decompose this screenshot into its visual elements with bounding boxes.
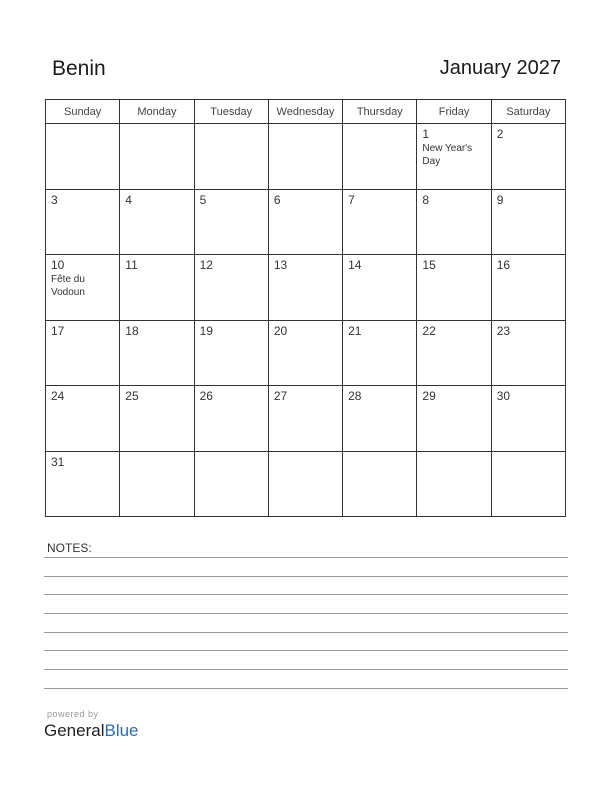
day-number: 21 (348, 323, 362, 338)
weekday-thursday: Thursday (343, 100, 417, 124)
day-number: 23 (496, 323, 511, 338)
day-cell (46, 386, 120, 452)
day-cell (343, 386, 417, 452)
day-number: 7 (348, 192, 355, 207)
day-cell (417, 386, 491, 452)
note-line (44, 632, 568, 633)
notes-label: NOTES: (47, 541, 92, 555)
week-row (46, 451, 566, 517)
day-cell (268, 124, 342, 190)
day-number: 15 (422, 258, 436, 272)
day-number: 8 (422, 192, 430, 207)
brand-blue-text: Blue (104, 721, 139, 740)
day-cell (194, 124, 268, 190)
holiday-label: Fête du Vodoun (51, 274, 85, 298)
day-number: 6 (273, 192, 281, 207)
day-number: 25 (125, 389, 139, 403)
week-row (46, 255, 566, 321)
day-number: 24 (51, 389, 65, 403)
day-number: 26 (199, 389, 213, 403)
day-cell (120, 386, 194, 452)
day-cell (120, 451, 194, 517)
note-line (44, 650, 568, 651)
day-cell (491, 124, 565, 190)
day-number: 1 (422, 127, 430, 141)
day-cell (343, 189, 417, 255)
day-cell (46, 451, 120, 517)
holiday-label: New Year's Day (422, 143, 473, 167)
day-cell (120, 255, 194, 321)
day-cell (343, 320, 417, 386)
day-cell (417, 320, 491, 386)
country-title: Benin (52, 57, 106, 80)
day-cell (46, 320, 120, 386)
month-title: January 2027 (439, 57, 561, 79)
day-number: 16 (496, 258, 511, 272)
day-number: 10 (51, 258, 65, 272)
week-row (46, 189, 566, 255)
day-number: 13 (273, 258, 288, 272)
day-cell (491, 451, 565, 517)
weekday-friday: Friday (417, 100, 491, 124)
week-row (46, 386, 566, 452)
day-number: 17 (51, 323, 65, 338)
weekday-sunday: Sunday (46, 100, 120, 124)
day-cell (343, 124, 417, 190)
brand-logo (44, 721, 139, 741)
day-cell (194, 386, 268, 452)
calendar-grid (45, 99, 566, 517)
day-cell (417, 124, 491, 190)
day-cell (417, 255, 491, 321)
day-cell (194, 189, 268, 255)
weekday-wednesday: Wednesday (268, 100, 342, 124)
day-number: 29 (422, 389, 436, 403)
day-cell (268, 451, 342, 517)
day-number: 12 (199, 258, 213, 272)
day-cell (491, 255, 565, 321)
day-cell (491, 386, 565, 452)
day-number: 14 (348, 258, 362, 272)
day-number: 3 (51, 192, 58, 207)
note-line (44, 613, 568, 614)
day-cell (491, 189, 565, 255)
day-cell (268, 189, 342, 255)
week-row (46, 320, 566, 386)
day-cell (120, 124, 194, 190)
day-cell (417, 451, 491, 517)
day-cell (268, 255, 342, 321)
day-cell (120, 320, 194, 386)
weekday-header-row (46, 100, 566, 124)
day-number: 27 (273, 389, 288, 403)
day-cell (194, 320, 268, 386)
weekday-tuesday: Tuesday (194, 100, 268, 124)
powered-by-label: powered by (47, 709, 99, 719)
day-cell (46, 124, 120, 190)
day-cell (194, 255, 268, 321)
note-line (44, 557, 568, 558)
note-line (44, 669, 568, 670)
day-cell (268, 386, 342, 452)
day-number: 2 (496, 127, 504, 141)
day-number: 20 (273, 323, 288, 338)
brand-general-text: General (44, 721, 105, 740)
day-cell (491, 320, 565, 386)
note-line (44, 576, 568, 577)
week-row (46, 124, 566, 190)
day-cell (343, 451, 417, 517)
weekday-monday: Monday (120, 100, 194, 124)
day-number: 11 (125, 258, 138, 272)
day-cell (343, 255, 417, 321)
day-cell (46, 189, 120, 255)
day-number: 28 (348, 389, 362, 403)
day-cell (268, 320, 342, 386)
day-number: 5 (199, 192, 207, 207)
note-line (44, 688, 568, 689)
day-cell (46, 255, 120, 321)
note-line (44, 594, 568, 595)
day-number: 30 (496, 389, 511, 403)
day-cell (194, 451, 268, 517)
day-number: 4 (125, 192, 132, 207)
day-number: 19 (199, 323, 213, 338)
weekday-saturday: Saturday (491, 100, 565, 124)
day-number: 9 (496, 192, 504, 207)
day-cell (120, 189, 194, 255)
day-number: 22 (422, 323, 436, 338)
day-number: 18 (125, 323, 139, 338)
day-number: 31 (51, 454, 65, 469)
day-cell (417, 189, 491, 255)
